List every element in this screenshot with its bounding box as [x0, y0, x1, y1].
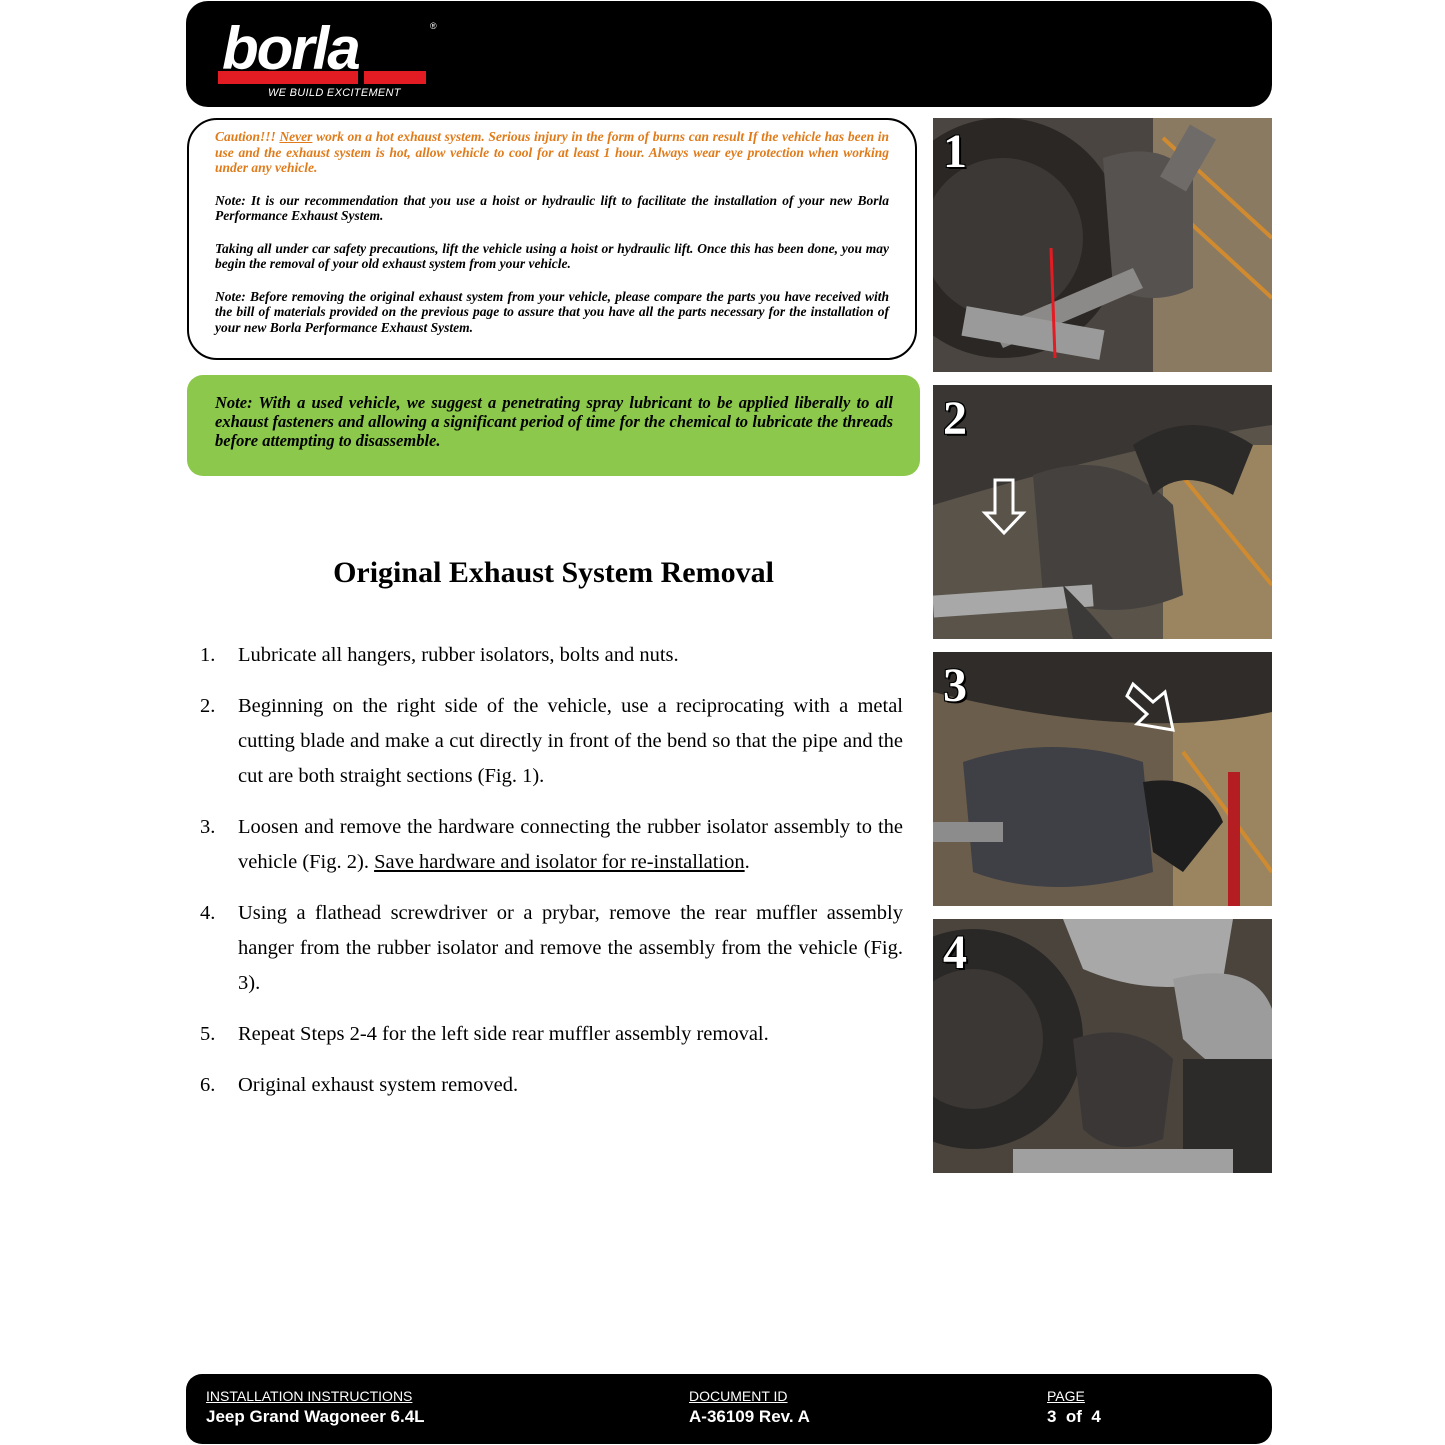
- footer-instructions-label: INSTALLATION INSTRUCTIONS: [206, 1388, 413, 1404]
- parts-note: Note: Before removing the original exhaust system from your vehicle, please compare the parts you have received with the bill of materials provided on the previous page to assure that you have all the parts necessary for the installation of your new Borla Performance Exhaust System.: [215, 288, 889, 335]
- figure-1-photo: [933, 118, 1272, 372]
- figure-number: 1: [943, 125, 967, 178]
- logo-wordmark: borla: [222, 15, 359, 82]
- logo-tagline: WE BUILD EXCITEMENT: [268, 87, 401, 99]
- step-item: 2. Beginning on the right side of the vehicle, use a reciprocating with a metal cutting blade and make a cut directly in front of the bend so that the pipe and the cut are both straight sections (Fig. 1).: [200, 695, 903, 787]
- figure-number: 2: [943, 392, 967, 445]
- safety-note: Taking all under car safety precautions, lift the vehicle using a hoist or hydraulic lift. Once this has been done, you may begin the removal of your old exhaust system from your vehicle.: [215, 240, 889, 271]
- header-bar: [186, 1, 1272, 107]
- lubricant-note-box: [187, 375, 920, 476]
- footer-document-id: A-36109 Rev. A: [689, 1407, 810, 1426]
- figure-2-photo: [933, 385, 1272, 639]
- figure-column: [933, 118, 1272, 1186]
- step-item: 4. Using a flathead screwdriver or a prybar, remove the rear muffler assembly hanger from the rubber isolator and remove the assembly from the vehicle (Fig. 3).: [200, 902, 903, 994]
- step-item: 6. Original exhaust system removed.: [200, 1074, 519, 1096]
- caution-box: [187, 118, 917, 360]
- footer-document-label: DOCUMENT ID: [689, 1388, 788, 1404]
- footer-page-number: 3 of 4: [1047, 1407, 1101, 1426]
- footer-instructions: [206, 1388, 425, 1427]
- figure-number: 3: [943, 659, 967, 712]
- footer-page-label: PAGE: [1047, 1388, 1085, 1404]
- hoist-note: Note: It is our recommendation that you use a hoist or hydraulic lift to facilitate the installation of your new Borla Performance Exhaust System.: [215, 192, 889, 223]
- step-item: 5. Repeat Steps 2-4 for the left side rear muffler assembly removal.: [200, 1023, 769, 1045]
- footer-vehicle: Jeep Grand Wagoneer 6.4L: [206, 1407, 425, 1426]
- step-item: 1. Lubricate all hangers, rubber isolators, bolts and nuts.: [200, 644, 679, 666]
- footer-bar: [186, 1374, 1272, 1444]
- caution-text: Caution!!! Never work on a hot exhaust system. Serious injury in the form of burns can result If the vehicle has been in use and the exhaust system is hot, allow vehicle to cool for at least 1 hour. Always wear eye protection when working under any vehicle.: [215, 129, 889, 175]
- footer-document: [689, 1388, 810, 1427]
- lubricant-note: Note: With a used vehicle, we suggest a penetrating spray lubricant to be applied liberally to all exhaust fasteners and allowing a significant period of time for the chemical to lubricate the threads before attempting to disassemble.: [215, 393, 893, 450]
- removal-steps-list: [200, 638, 903, 1119]
- figure-number: 4: [943, 926, 967, 979]
- svg-text:®: ®: [430, 21, 437, 31]
- footer-page: [1047, 1388, 1101, 1427]
- step-item: 3. Loosen and remove the hardware connecting the rubber isolator assembly to the vehicle (Fig. 2). Save hardware and isolator for re-installation.: [200, 816, 903, 873]
- figure-3-photo: [933, 652, 1272, 906]
- figure-4-photo: [933, 919, 1272, 1173]
- section-title: Original Exhaust System Removal: [333, 556, 774, 589]
